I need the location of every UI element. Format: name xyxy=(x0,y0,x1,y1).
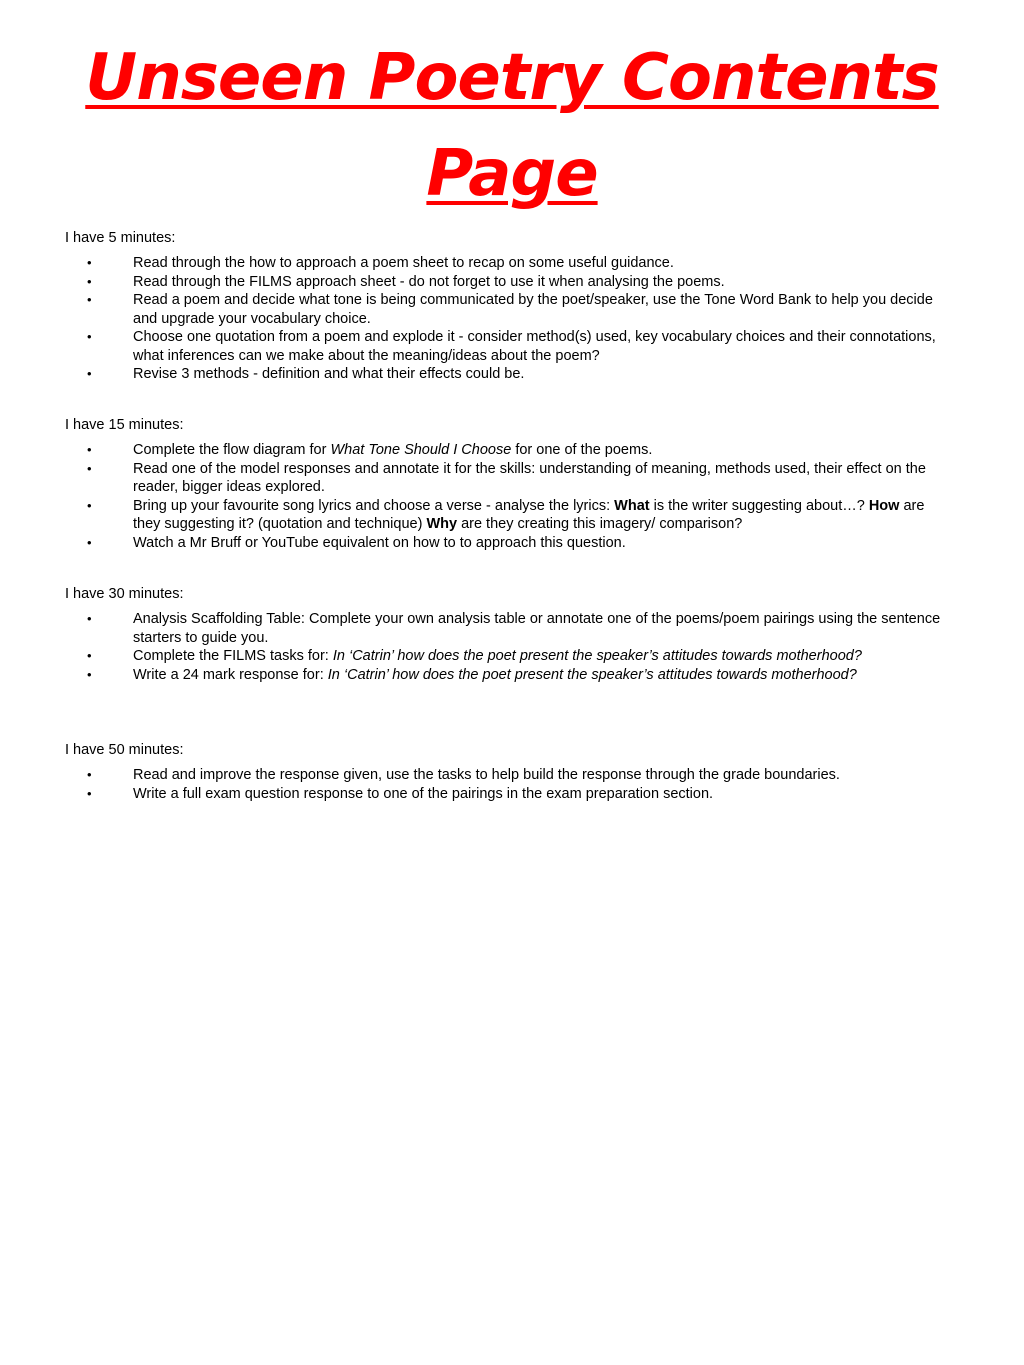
bullet-icon: • xyxy=(87,366,92,381)
task-list xyxy=(65,254,955,384)
list-item-text: Write a full exam question response to one of the pairings in the exam preparation section. xyxy=(133,785,714,802)
section-30-minutes xyxy=(65,585,955,684)
page-title: Unseen Poetry Contents Page xyxy=(85,41,939,211)
bullet-icon: • xyxy=(87,255,92,270)
list-item-text: Read a poem and decide what tone is being communicated by the poet/speaker, use the Tone Word Bank to help you decide and upgrade your vocabulary choice. xyxy=(133,292,933,327)
bullet-icon: • xyxy=(87,460,92,476)
list-item xyxy=(65,610,955,647)
bullet-icon: • xyxy=(87,329,92,344)
bullet-icon: • xyxy=(87,292,92,307)
section-heading: I have 5 minutes: xyxy=(65,230,176,246)
list-item xyxy=(65,365,955,384)
list-item xyxy=(65,497,955,534)
bullet-icon: • xyxy=(87,497,92,513)
list-item-text: Watch a Mr Bruff or YouTube equivalent on how to to approach this question. xyxy=(133,534,626,551)
list-item-text: Complete the flow diagram for What Tone Should I Choose for one of the poems. xyxy=(133,442,653,458)
list-item xyxy=(65,534,955,553)
list-item xyxy=(65,785,955,804)
list-item xyxy=(65,666,955,685)
bullet-icon: • xyxy=(87,611,92,626)
section-heading: I have 50 minutes: xyxy=(65,742,184,758)
list-item-text: Bring up your favourite song lyrics and choose a verse - analyse the lyrics: What is the writer suggesting about…? How are they suggesting it? (quotation and technique) Why are they creating this imagery/ comparison? xyxy=(133,497,925,532)
task-list xyxy=(65,766,955,803)
task-list xyxy=(65,441,955,552)
list-item-text: Read through the how to approach a poem sheet to recap on some useful guidance. xyxy=(133,255,674,271)
list-item-text: Choose one quotation from a poem and explode it - consider method(s) used, key vocabulary choices and their connotations, what inferences can we make about the meaning/ideas about the poem? xyxy=(133,329,936,364)
bullet-icon: • xyxy=(87,534,92,550)
bullet-icon: • xyxy=(87,442,92,457)
list-item xyxy=(65,273,955,292)
bullet-icon: • xyxy=(87,666,92,682)
section-heading: I have 15 minutes: xyxy=(65,417,184,433)
bullet-icon: • xyxy=(87,767,92,782)
list-item xyxy=(65,766,955,785)
section-5-minutes xyxy=(65,229,955,384)
list-item xyxy=(65,460,955,497)
list-item xyxy=(65,441,955,460)
list-item-text: Read through the FILMS approach sheet - do not forget to use it when analysing the poems. xyxy=(133,273,725,290)
list-item xyxy=(65,254,955,273)
section-15-minutes xyxy=(65,416,955,552)
bullet-icon: • xyxy=(87,273,92,289)
section-50-minutes xyxy=(65,741,955,803)
list-item-text: Read one of the model responses and annotate it for the skills: understanding of meaning, methods used, their effect on the reader, bigger ideas explored. xyxy=(133,460,926,495)
list-item-text: Read and improve the response given, use the tasks to help build the response through the grade boundaries. xyxy=(133,767,840,783)
section-heading: I have 30 minutes: xyxy=(65,586,184,602)
bullet-icon: • xyxy=(87,785,92,801)
list-item xyxy=(65,291,955,328)
list-item xyxy=(65,328,955,365)
list-item-text: Analysis Scaffolding Table: Complete your own analysis table or annotate one of the poems/poem pairings using the sentence starters to guide you. xyxy=(133,611,941,646)
list-item-text: Write a 24 mark response for: In ‘Catrin’ how does the poet present the speaker’s attitudes towards motherhood? xyxy=(133,666,857,683)
list-item-text: Revise 3 methods - definition and what their effects could be. xyxy=(133,366,525,382)
task-list xyxy=(65,610,955,684)
bullet-icon: • xyxy=(87,648,92,663)
list-item-text: Complete the FILMS tasks for: In ‘Catrin’ how does the poet present the speaker’s attitudes towards motherhood? xyxy=(133,648,862,664)
list-item xyxy=(65,647,955,666)
